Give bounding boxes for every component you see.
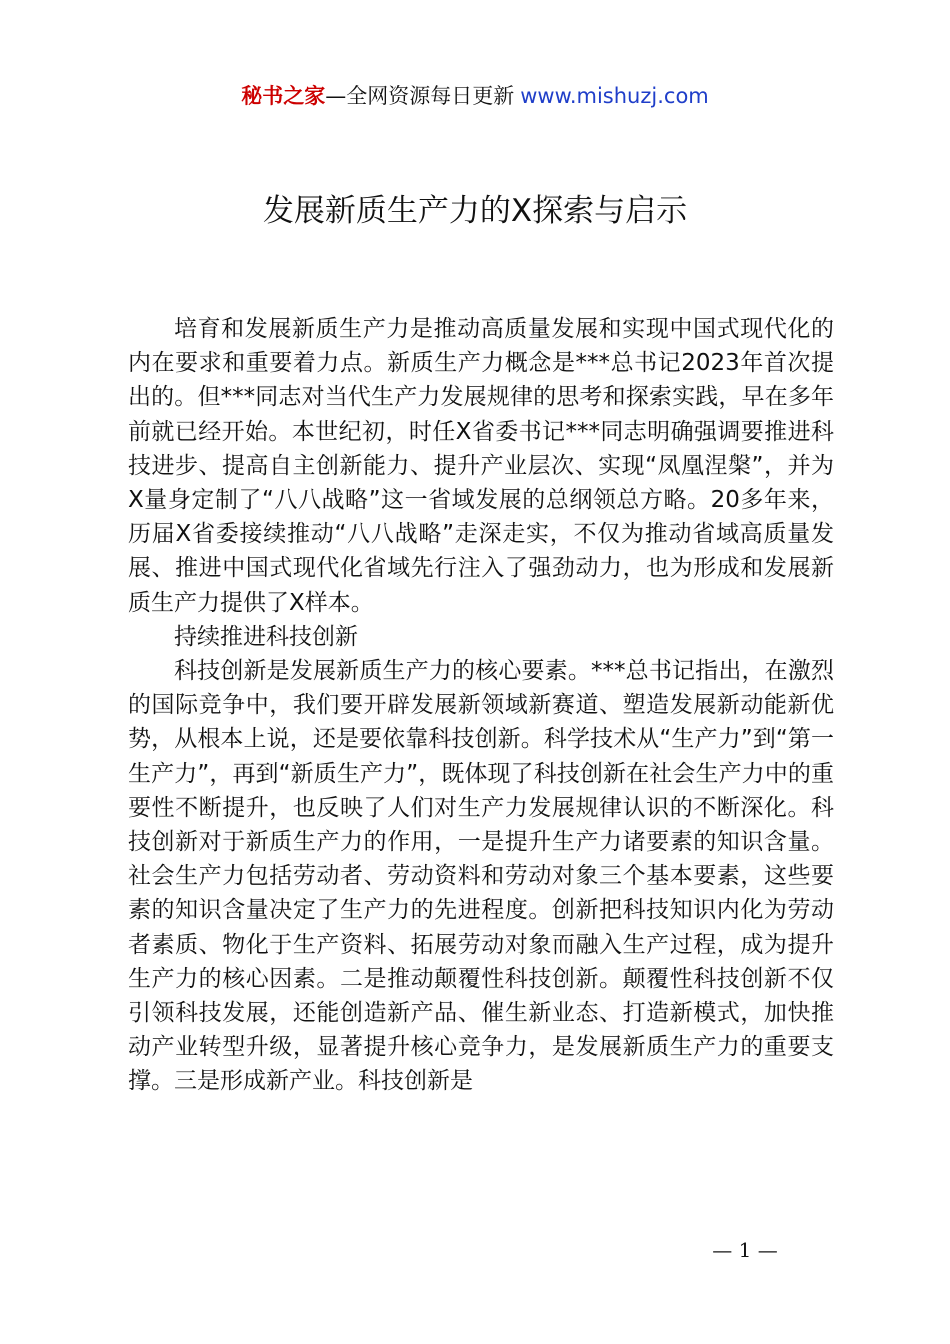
body-paragraph: 科技创新是发展新质生产力的核心要素。***总书记指出，在激烈的国际竞争中，我们要开辟发展新领域新赛道、塑造发展新动能新优势，从根本上说，还是要依靠科技创新。科学技术从“生产力”到“第一生产力”，再到“新质生产力”，既体现了科技创新在社会生产力中的重要性不断提升，也反映了人们对生产力发展规律认识的不断深化。科技创新对于新质生产力的作用，一是提升生产力诸要素的知识含量。社会生产力包括劳动者、劳动资料和劳动对象三个基本要素，这些要素的知识含量决定了生产力的先进程度。创新把科技知识内化为劳动者素质、物化于生产资料、拓展劳动对象而融入生产过程，成为提升生产力的核心因素。二是推动颠覆性科技创新。颠覆性科技创新不仅引领科技发展，还能创造新产品、催生新业态、打造新模式，加快推动产业转型升级，显著提升核心竞争力，是发展新质生产力的重要支撑。三是形成新产业。科技创新是 [128,658,834,1095]
page-number: — 1 — [712,1238,778,1262]
body-paragraph: 培育和发展新质生产力是推动高质量发展和实现中国式现代化的内在要求和重要着力点。新质生产力概念是***总书记2023年首次提出的。但***同志对当代生产力发展规律的思考和探索实践，早在多年前就已经开始。本世纪初，时任X省委书记***同志明确强调要推进科技进步、提高自主创新能力、提升产业层次、实现“凤凰涅槃”，并为X量身定制了“八八战略”这一省域发展的总纲领总方略。20多年来，历届X省委接续推动“八八战略”走深走实，不仅为推动省域高质量发展、推进中国式现代化省域先行注入了强劲动力，也为形成和发展新质生产力提供了X样本。 [128,316,834,616]
section-heading: 持续推进科技创新 [174,623,358,650]
site-brand: 秘书之家 [241,84,326,108]
site-url[interactable]: www.mishuzj.com [520,84,709,108]
site-tagline: —全网资源每日更新 [325,84,515,108]
site-banner [0,80,950,112]
document-body [128,312,834,1099]
document-title: 发展新质生产力的X探索与启示 [262,193,688,229]
